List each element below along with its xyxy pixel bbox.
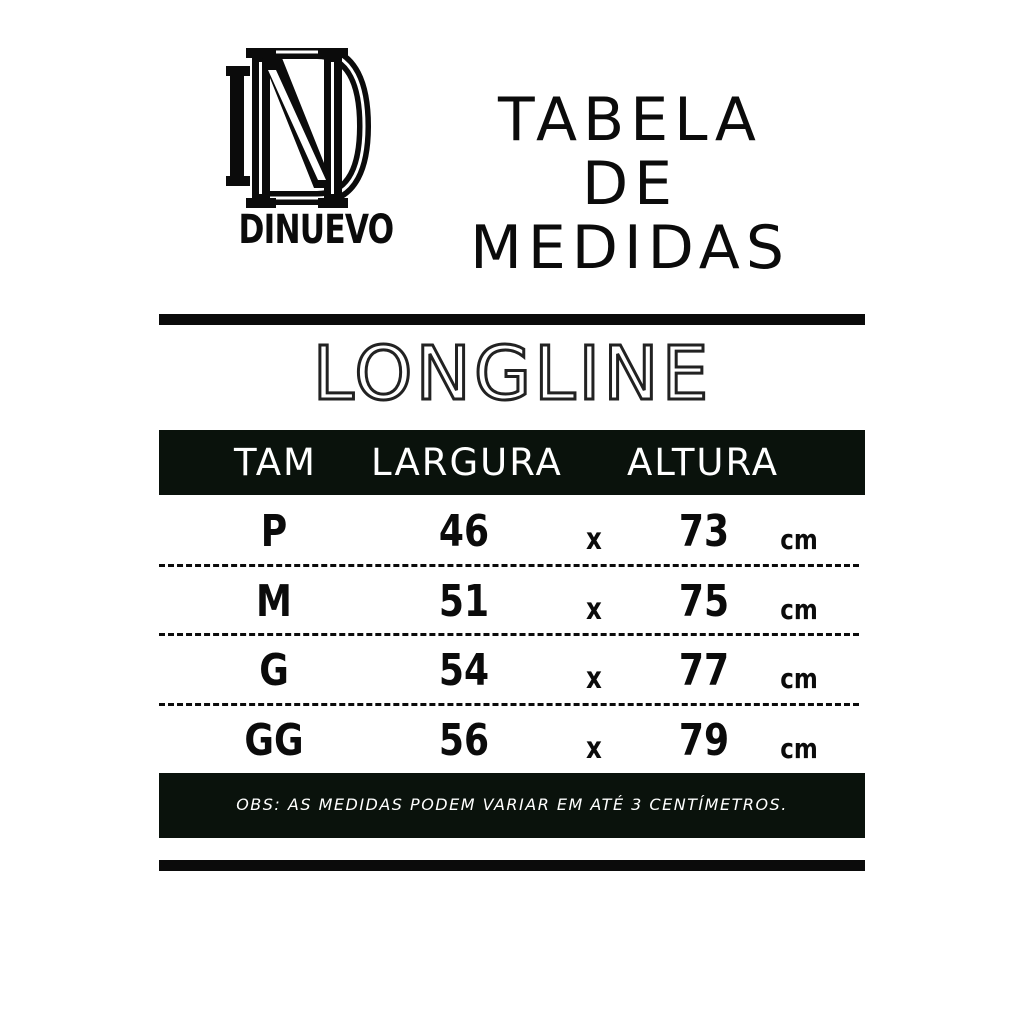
table-header — [159, 430, 865, 495]
times-sign: x — [586, 731, 602, 766]
note-bar — [159, 773, 865, 838]
table-row — [159, 711, 865, 771]
size-cell: M — [256, 576, 292, 627]
section-title: LONGLINE — [312, 331, 712, 417]
times-sign: x — [586, 661, 602, 696]
size-cell: GG — [244, 715, 304, 766]
unit-label: cm — [780, 523, 818, 556]
width-cell: 46 — [438, 506, 490, 557]
size-cell: P — [260, 506, 288, 557]
header-width: LARGURA — [371, 441, 563, 484]
note-text: OBS: AS MEDIDAS PODEM VARIAR EM ATÉ 3 CENTÍMETROS. — [236, 795, 788, 814]
times-sign: x — [586, 522, 602, 557]
bottom-divider — [159, 860, 865, 871]
top-divider — [159, 314, 865, 325]
size-cell: G — [259, 645, 289, 696]
brand-name: DINUEVO — [238, 207, 394, 253]
table-row — [159, 502, 865, 562]
unit-label: cm — [780, 662, 818, 695]
height-cell: 79 — [678, 715, 730, 766]
width-cell: 54 — [438, 645, 490, 696]
width-cell: 56 — [438, 715, 490, 766]
title-line-1: TABELA — [498, 85, 762, 155]
height-cell: 77 — [678, 645, 730, 696]
table-row — [159, 572, 865, 632]
times-sign: x — [586, 592, 602, 627]
header-height: ALTURA — [627, 441, 780, 484]
row-divider — [159, 633, 859, 636]
row-divider — [159, 703, 859, 706]
unit-label: cm — [780, 593, 818, 626]
height-cell: 75 — [678, 576, 730, 627]
page-title — [420, 85, 840, 283]
table-row — [159, 641, 865, 701]
width-cell: 51 — [438, 576, 490, 627]
title-line-2: DE MEDIDAS — [470, 149, 790, 283]
row-divider — [159, 564, 859, 567]
unit-label: cm — [780, 732, 818, 765]
header-size: TAM — [234, 441, 317, 484]
height-cell: 73 — [678, 506, 730, 557]
